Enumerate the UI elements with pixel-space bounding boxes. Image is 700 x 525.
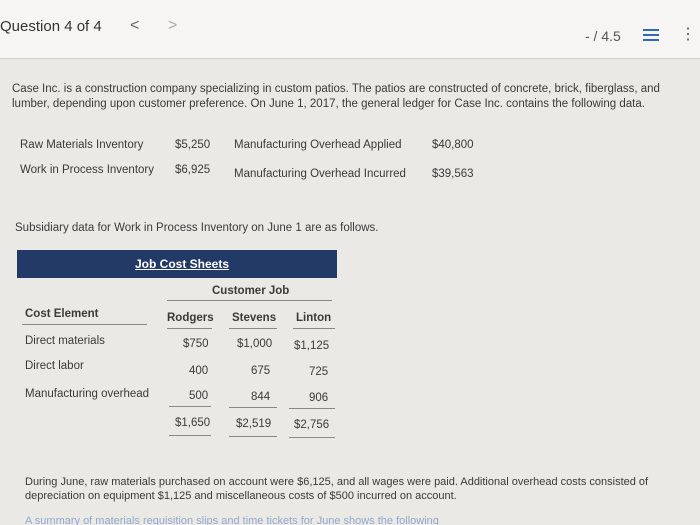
job-cost-table <box>17 278 337 448</box>
cost-cell: 844 <box>251 391 271 403</box>
previous-question-button[interactable]: < <box>130 17 140 34</box>
cost-row-label: Direct labor <box>25 360 84 372</box>
cost-row-label: Manufacturing overhead <box>25 388 150 400</box>
customer-job-header: Customer Job <box>212 285 290 297</box>
job-cost-sheets-title[interactable]: Job Cost Sheets <box>135 257 230 271</box>
more-options-icon[interactable]: ⋮ <box>680 26 696 43</box>
cost-cell: 500 <box>189 390 209 402</box>
ledger-value: $40,800 <box>432 139 474 151</box>
header-underline <box>167 328 212 329</box>
header-underline <box>229 328 277 329</box>
question-content <box>0 59 700 525</box>
cost-cell: $1,125 <box>294 340 330 352</box>
ledger-label: Manufacturing Overhead Incurred <box>234 168 406 180</box>
cutoff-text: A summary of materials requisition slips and time tickets for June shows the following <box>25 515 439 525</box>
total-cell: $2,519 <box>236 418 272 430</box>
total-cell: $2,756 <box>294 419 330 431</box>
june-transactions: During June, raw materials purchased on account were $6,125, and all wages were paid. Additional overhead costs consisted of depreciation on equipment $1,125 and miscellaneous costs of $500 incurred on account. <box>25 476 649 502</box>
subsidiary-note: Subsidiary data for Work in Process Inventory on June 1 are as follows. <box>15 222 379 234</box>
total-underline <box>229 407 277 408</box>
job-header: Linton <box>296 312 332 324</box>
job-header: Stevens <box>232 312 277 324</box>
cost-cell: 906 <box>309 392 329 404</box>
total-cell: $1,650 <box>175 417 211 429</box>
job-cost-sheets-header <box>17 250 337 278</box>
cost-cell: 675 <box>251 365 271 377</box>
total-double-underline <box>229 436 277 437</box>
next-question-button[interactable]: > <box>168 17 178 34</box>
cost-element-header: Cost Element <box>25 308 99 320</box>
cost-cell: $1,000 <box>237 338 273 350</box>
problem-intro: Case Inc. is a construction company specializing in custom patios. The patios are constructed of concrete, brick, fiberglass, and lumber, depending upon customer preference. On June 1, 2017, the general ledger for Case Inc. contains the following data. <box>12 83 660 110</box>
top-bar <box>0 0 700 59</box>
cost-row-label: Direct materials <box>25 335 105 347</box>
header-underline <box>293 328 335 329</box>
header-underline <box>22 324 147 325</box>
ledger-value: $39,563 <box>432 168 474 180</box>
cost-cell: 400 <box>189 365 209 377</box>
ledger-label: Manufacturing Overhead Applied <box>234 139 402 151</box>
total-underline <box>169 406 211 407</box>
question-counter: Question 4 of 4 <box>0 18 102 35</box>
cost-cell: $750 <box>183 338 209 350</box>
question-list-icon[interactable] <box>643 29 659 43</box>
ledger-value: $6,925 <box>175 164 211 176</box>
job-header: Rodgers <box>167 312 214 324</box>
score-display: - / 4.5 <box>585 28 621 44</box>
header-underline <box>167 300 332 301</box>
cost-cell: 725 <box>309 366 329 378</box>
total-underline <box>289 408 335 409</box>
ledger-value: $5,250 <box>175 139 211 151</box>
ledger-label: Raw Materials Inventory <box>20 139 144 151</box>
total-double-underline <box>289 437 335 438</box>
ledger-label: Work in Process Inventory <box>20 164 155 176</box>
total-double-underline <box>169 435 211 436</box>
